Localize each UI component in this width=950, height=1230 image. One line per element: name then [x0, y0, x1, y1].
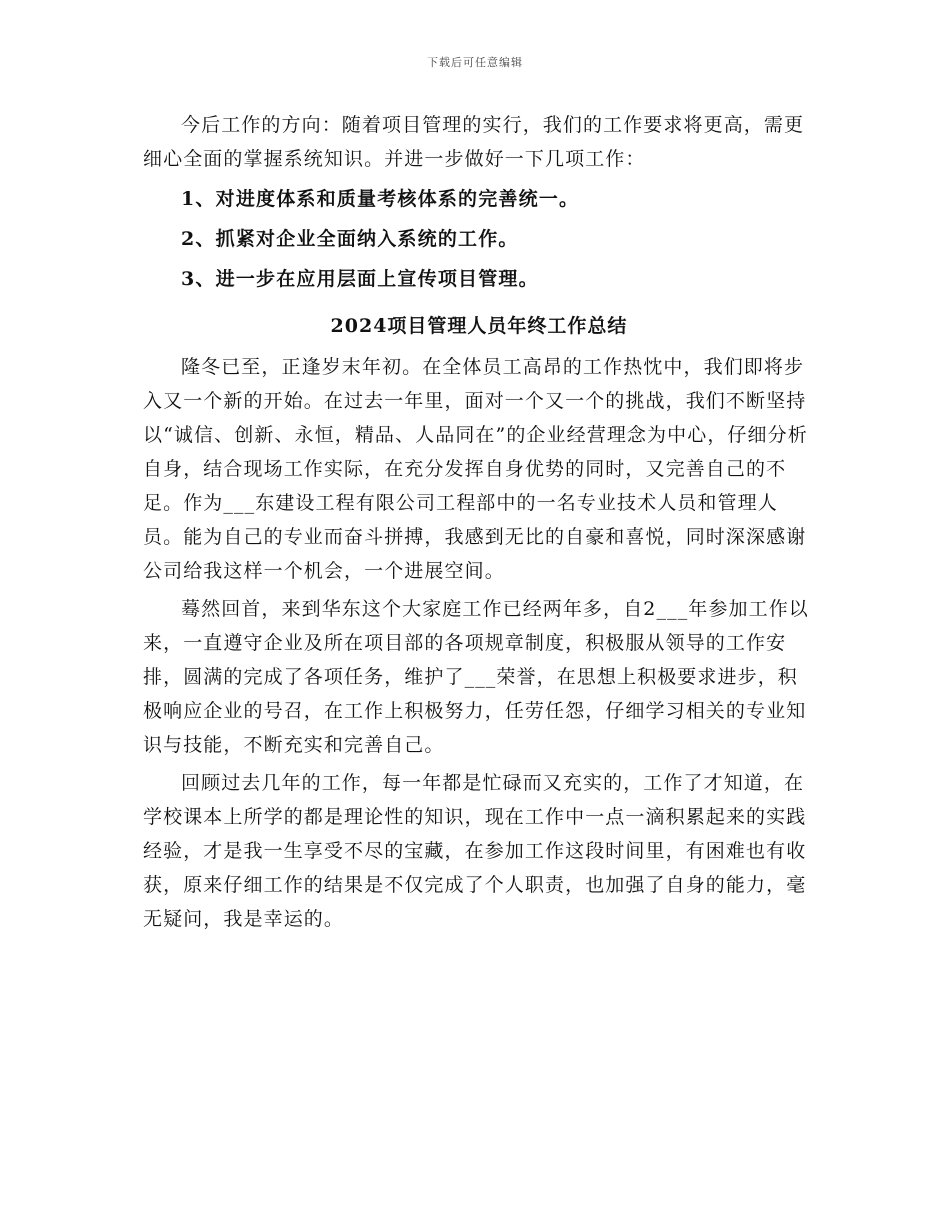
task-item: 2、抓紧对企业全面纳入系统的工作。: [181, 228, 519, 250]
document-body: [143, 108, 815, 936]
body-paragraph: 蓦然回首，来到华东这个大家庭工作已经两年多，自2___年参加工作以来，一直遵守企业及所在项目部的各项规章制度，积极服从领导的工作安排，圆满的完成了各项任务，维护了___荣誉，在思想上积极要求进步，积极响应企业的号召，在工作上积极努力，任劳任怨，仔细学习相关的专业知识与技能，不断充实和完善自己。: [143, 598, 809, 756]
task-item: 3、进一步在应用层面上宣传项目管理。: [181, 268, 539, 290]
intro-paragraph: 今后工作的方向：随着项目管理的实行，我们的工作要求将更高，需更细心全面的掌握系统知识。并进一步做好一下几项工作：: [143, 114, 805, 170]
section-title: 2024项目管理人员年终工作总结: [330, 315, 628, 337]
header-note: 下载后可任意编辑: [427, 56, 523, 69]
task-item: 1、对进度体系和质量考核体系的完善统一。: [181, 188, 580, 210]
body-paragraph: 回顾过去几年的工作，每一年都是忙碌而又充实的，工作了才知道，在学校课本上所学的都是理论性的知识，现在工作中一点一滴积累起来的实践经验，才是我一生享受不尽的宝藏，在参加工作这段时间里，有困难也有收获，原来仔细工作的结果是不仅完成了个人职责，也加强了自身的能力，毫无疑问，我是幸运的。: [143, 772, 807, 930]
task-list: [143, 182, 815, 296]
body-paragraph: 隆冬已至，正逢岁末年初。在全体员工高昂的工作热忱中，我们即将步入又一个新的开始。在过去一年里，面对一个又一个的挑战，我们不断坚持以“诚信、创新、永恒，精品、人品同在”的企业经营理念为中心，仔细分析自身，结合现场工作实际，在充分发挥自身优势的同时，又完善自己的不足。作为___东建设工程有限公司工程部中的一名专业技术人员和管理人员。能为自己的专业而奋斗拼搏，我感到无比的自豪和喜悦，同时深深感谢公司给我这样一个机会，一个进展空间。: [143, 356, 808, 582]
